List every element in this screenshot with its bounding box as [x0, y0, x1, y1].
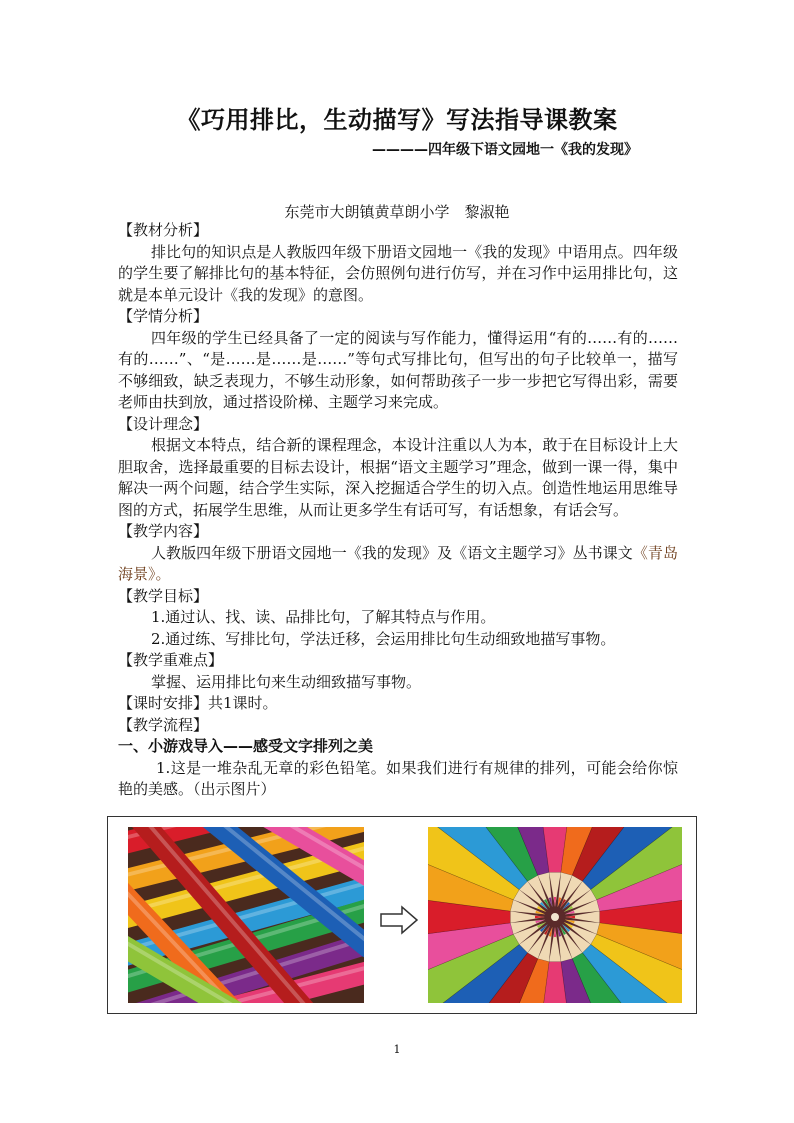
schedule-text: 共1课时。	[208, 694, 278, 712]
section-heading-analysis: 【教材分析】	[118, 221, 209, 239]
goal-item-1: 1.通过认、找、读、品排比句，了解其特点与作用。	[151, 608, 496, 626]
section-heading-learner: 【学情分析】	[118, 307, 209, 325]
paragraph-concept: 根据文本特点，结合新的课程理念，本设计注重以人为本，敢于在目标设计上大胆取舍，选择最重要的目标去设计，根据“语文主题学习”理念，做到一课一得，集中解决一两个问题，结合学生实际，深入挖掘适合学生的切入点。创造性地运用思维导图的方式，拓展学生思维，从而让更多学生有话可写，有话想象，有话会写。	[118, 436, 678, 519]
step-1-text: 1.这是一堆杂乱无章的彩色铅笔。如果我们进行有规律的排列，可能会给你惊艳的美感。（出示图片）	[118, 758, 678, 798]
section-heading-key: 【教学重难点】	[118, 651, 224, 669]
step-1-title: 一、小游戏导入——感受文字排列之美	[118, 737, 374, 755]
author-line: 东莞市大朗镇黄草朗小学 黎淑艳	[284, 203, 510, 221]
paragraph-analysis: 排比句的知识点是人教版四年级下册语文园地一《我的发现》中语用点。四年级的学生要了解排比句的基本特征，会仿照例句进行仿写，并在习作中运用排比句，这就是本单元设计《我的发现》的意图。	[118, 242, 678, 304]
page-subtitle: ————四年级下语文园地一《我的发现》	[372, 142, 638, 158]
goal-item-2: 2.通过练、写排比句，学法迁移，会运用排比句生动细致地描写事物。	[151, 629, 616, 648]
section-heading-concept: 【设计理念】	[118, 414, 209, 433]
messy-pencils-photo	[128, 827, 364, 1003]
page-title: 《巧用排比，生动描写》写法指导课教案	[176, 106, 618, 134]
document-body	[118, 220, 678, 801]
paragraph-key: 掌握、运用排比句来生动细致描写事物。	[151, 672, 422, 691]
schedule-line	[118, 693, 678, 715]
page-number: 1	[393, 1043, 401, 1056]
pencil-figure-box	[107, 816, 697, 1014]
paragraph-content	[118, 543, 678, 586]
paragraph-learner: 四年级的学生已经具备了一定的阅读与写作能力，懂得运用“有的……有的……有的……”、“是……是……是……”等句式写排比句，但写出的句子比较单一，描写不够细致，缺乏表现力，不够生动形象，如何帮助孩子一步一步把它写得出彩，需要老师由扶到放，通过搭设阶梯、主题学习来完成。	[118, 328, 678, 411]
section-heading-content: 【教学内容】	[118, 522, 209, 540]
arrow-right-icon	[380, 905, 418, 935]
pencil-circle-photo	[428, 827, 682, 1003]
content-book-title: 《青岛海景》。	[118, 543, 678, 583]
section-heading-schedule: 【课时安排】	[118, 694, 209, 712]
content-text: 人教版四年级下册语文园地一《我的发现》及《语文主题学习》丛书课文	[151, 543, 633, 562]
section-heading-goals: 【教学目标】	[118, 586, 209, 605]
section-heading-flow: 【教学流程】	[118, 715, 209, 734]
